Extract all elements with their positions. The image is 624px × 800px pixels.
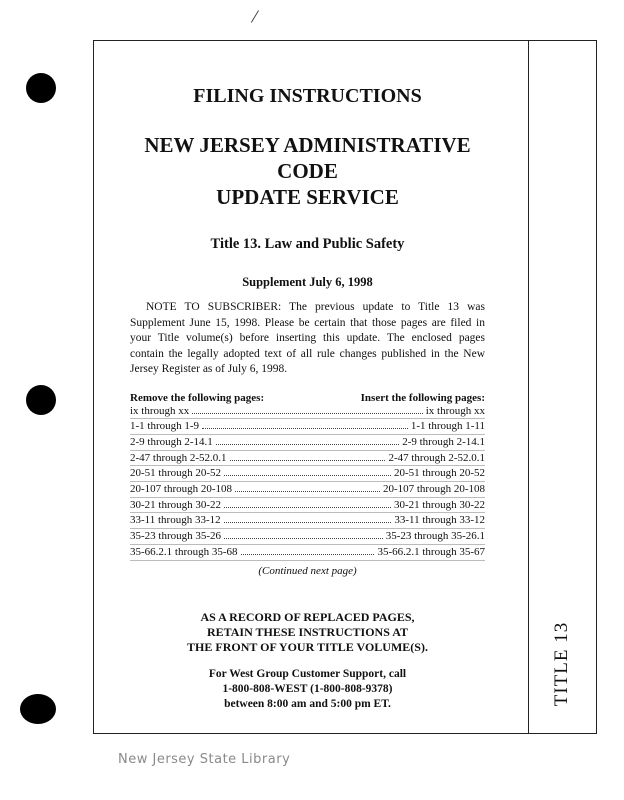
remove-pages: 33-11 through 33-12 bbox=[130, 514, 221, 527]
library-stamp: New Jersey State Library bbox=[118, 752, 291, 767]
supplement-date: Supplement July 6, 1998 bbox=[242, 275, 373, 289]
table-row bbox=[130, 482, 485, 498]
insert-pages: 2-47 through 2-52.0.1 bbox=[388, 451, 485, 464]
insert-pages: 1-1 through 1-11 bbox=[410, 420, 485, 433]
table-row bbox=[130, 451, 485, 467]
customer-support bbox=[130, 667, 485, 712]
table-header bbox=[130, 392, 485, 404]
insert-pages: 20-51 through 20-52 bbox=[393, 467, 485, 480]
table-row bbox=[130, 513, 485, 529]
insert-pages: ix through xx bbox=[425, 404, 485, 417]
instructions-body bbox=[130, 80, 485, 577]
table-row bbox=[130, 404, 485, 420]
remove-pages: 35-23 through 35-26 bbox=[130, 530, 222, 543]
insert-pages: 33-11 through 33-12 bbox=[394, 514, 485, 527]
table-row bbox=[130, 498, 485, 514]
remove-pages: 20-51 through 20-52 bbox=[130, 467, 222, 480]
table-row bbox=[130, 545, 485, 561]
remove-pages: 35-66.2.1 through 35-68 bbox=[130, 545, 238, 558]
table-row bbox=[130, 466, 485, 482]
title-subtitle: Title 13. Law and Public Safety bbox=[210, 236, 405, 252]
table-row bbox=[130, 419, 485, 435]
remove-pages: ix through xx bbox=[130, 404, 190, 417]
code-heading-line1: NEW JERSEY ADMINISTRATIVE CODE bbox=[144, 133, 471, 183]
insert-pages: 30-21 through 30-22 bbox=[393, 498, 485, 511]
side-tab-divider bbox=[528, 40, 529, 734]
record-line3: THE FRONT OF YOUR TITLE VOLUME(S). bbox=[187, 640, 428, 654]
remove-pages: 2-47 through 2-52.0.1 bbox=[130, 451, 227, 464]
punch-hole-bottom bbox=[20, 694, 56, 724]
insert-pages: 35-66.2.1 through 35-67 bbox=[377, 545, 485, 558]
page-table bbox=[130, 404, 485, 561]
pen-mark: / bbox=[249, 5, 260, 29]
punch-hole-top bbox=[26, 73, 56, 103]
insert-column-header: Insert the following pages: bbox=[360, 391, 485, 404]
punch-hole-middle bbox=[26, 385, 56, 415]
code-heading bbox=[130, 132, 485, 210]
side-tab-label: TITLE 13 bbox=[551, 621, 572, 707]
subscriber-note: NOTE TO SUBSCRIBER: The previous update to Title 13 was Supplement June 15, 1998. Please be certain that those pages are filed in your Title volume(s) before inserting this update. The enclosed pages contain the legally adopted text of all rule changes published in the New Jersey Register as of July 6, 1998. bbox=[130, 301, 485, 375]
remove-pages: 30-21 through 30-22 bbox=[130, 498, 222, 511]
table-row bbox=[130, 435, 485, 451]
support-phone: 1-800-808-WEST (1-800-808-9378) bbox=[222, 683, 393, 695]
remove-pages: 20-107 through 20-108 bbox=[130, 483, 233, 496]
code-heading-line2: UPDATE SERVICE bbox=[216, 185, 399, 209]
insert-pages: 35-23 through 35-26.1 bbox=[385, 530, 485, 543]
insert-pages: 20-107 through 20-108 bbox=[382, 483, 485, 496]
support-hours: between 8:00 am and 5:00 pm ET. bbox=[224, 698, 391, 710]
remove-pages: 2-9 through 2-14.1 bbox=[130, 435, 213, 448]
insert-pages: 2-9 through 2-14.1 bbox=[402, 435, 485, 448]
support-line1: For West Group Customer Support, call bbox=[208, 668, 407, 680]
table-row bbox=[130, 529, 485, 545]
record-instructions bbox=[130, 610, 485, 655]
remove-column-header: Remove the following pages: bbox=[130, 391, 265, 404]
record-line2: RETAIN THESE INSTRUCTIONS AT bbox=[206, 625, 409, 639]
page-title: FILING INSTRUCTIONS bbox=[193, 85, 422, 107]
remove-pages: 1-1 through 1-9 bbox=[130, 420, 200, 433]
record-line1: AS A RECORD OF REPLACED PAGES, bbox=[200, 610, 415, 624]
continued-note: (Continued next page) bbox=[258, 564, 357, 577]
